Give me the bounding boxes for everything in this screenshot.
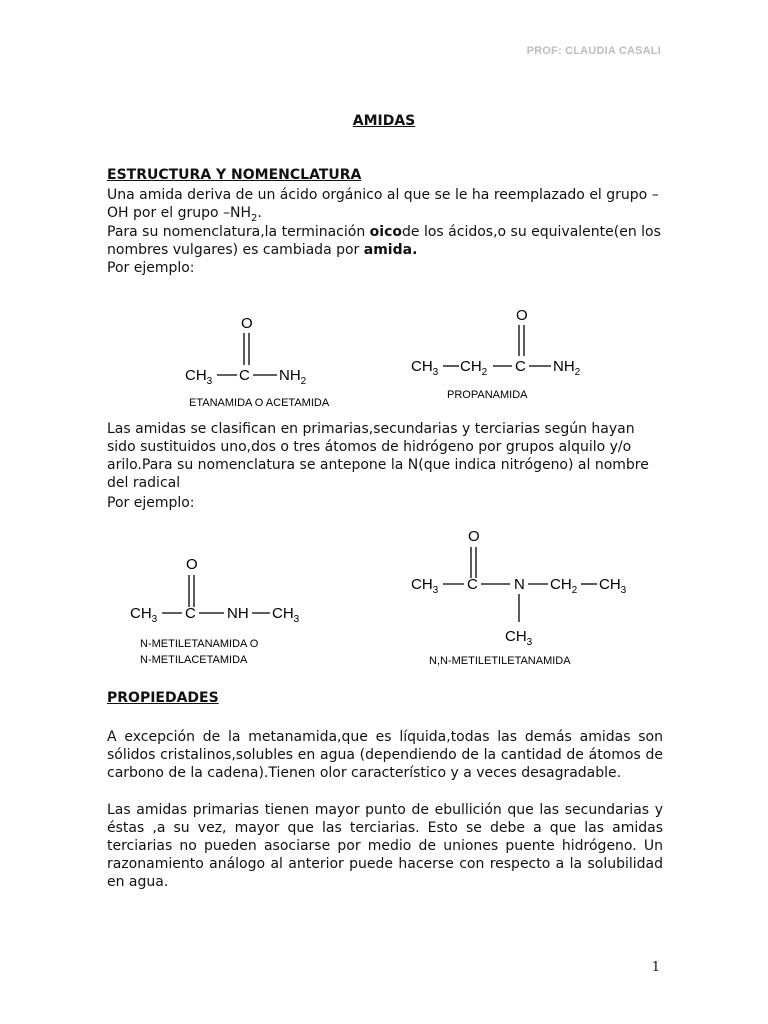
molecule-name-line2: N-METILACETAMIDA bbox=[140, 654, 248, 666]
definition-subscript: 2 bbox=[251, 212, 258, 224]
molecule-name: N,N-METILETILETANAMIDA bbox=[429, 655, 571, 667]
ch3-group: $CH_3$ bbox=[185, 367, 213, 387]
ch3-group: $CH_3$ bbox=[130, 605, 158, 625]
ch3-group: $CH_3$ bbox=[411, 576, 439, 596]
paragraph-definition bbox=[107, 186, 663, 228]
nomenclature-bold-oico: oico bbox=[369, 224, 403, 240]
oxygen-atom: O bbox=[468, 528, 480, 545]
nomenclature-bold-amida: amida. bbox=[363, 242, 418, 258]
section-heading-estructura: ESTRUCTURA Y NOMENCLATURA bbox=[107, 167, 362, 183]
author-header: PROF: CLAUDIA CASALI bbox=[526, 45, 661, 57]
oxygen-atom: O bbox=[241, 315, 253, 332]
nh-group: NH bbox=[227, 605, 249, 622]
document-title: AMIDAS bbox=[352, 113, 416, 129]
molecule-name-line1: N-METILETANAMIDA O bbox=[140, 638, 259, 650]
molecule-name: PROPANAMIDA bbox=[447, 389, 528, 401]
ch3-group-n: $CH_3$ bbox=[272, 605, 300, 625]
definition-text: Una amida deriva de un ácido orgánico al que se le ha reemplazado el grupo –OH por el grupo –NH bbox=[107, 187, 659, 221]
carbon-atom: C bbox=[185, 605, 196, 622]
molecule-name: ETANAMIDA O ACETAMIDA bbox=[189, 397, 330, 409]
paragraph-example-1: Por ejemplo: bbox=[107, 260, 195, 276]
oxygen-atom: O bbox=[516, 307, 528, 324]
paragraph-properties-2: Las amidas primarias tienen mayor punto de ebullición que las secundarias y éstas ,a su vez, mayor que las terciarias. Esto se debe a que las amidas terciarias no pueden asociarse por medio de uniones puente hidrógeno. Un razonamiento análogo al anterior puede hacerse con respecto a la solubilidad en agua. bbox=[107, 802, 663, 890]
definition-end: . bbox=[257, 205, 262, 221]
paragraph-classification: Las amidas se clasifican en primarias,secundarias y terciarias según hayan sido sustituidos uno,dos o tres átomos de hidrógeno por grupos alquilo y/o arilo.Para su nomenclatura se antepone la N(que indica nitrógeno) al nombre del radical bbox=[107, 421, 649, 491]
ch2-group: $CH_2$ bbox=[550, 576, 578, 596]
ch3-group: $CH_3$ bbox=[411, 358, 439, 378]
nn-metiletiletanamida-structure bbox=[404, 525, 644, 670]
page-number: 1 bbox=[651, 960, 660, 975]
propanamida-structure bbox=[405, 300, 605, 405]
paragraph-example-2: Por ejemplo: bbox=[107, 495, 195, 511]
etanamida-structure bbox=[175, 308, 365, 413]
nh2-group: $NH_2$ bbox=[279, 367, 307, 387]
ch2-group: $CH_2$ bbox=[460, 358, 488, 378]
carbon-atom: C bbox=[467, 576, 478, 593]
carbon-atom: C bbox=[515, 358, 526, 375]
nitrogen-atom: N bbox=[514, 576, 525, 593]
carbon-atom: C bbox=[239, 367, 250, 384]
nomenclature-text-a: Para su nomenclatura,la terminación bbox=[107, 224, 370, 240]
paragraph-properties-1: A excepción de la metanamida,que es líquida,todas las demás amidas son sólidos cristalinos,solubles en agua (dependiendo de la cantidad de átomos de carbono de la cadena).Tienen olor característico y a veces desagradable. bbox=[107, 729, 663, 781]
paragraph-nomenclature bbox=[107, 223, 663, 259]
oxygen-atom: O bbox=[186, 556, 198, 573]
ch3-group-ethyl: $CH_3$ bbox=[599, 576, 627, 596]
n-metiletanamida-structure bbox=[122, 553, 322, 668]
nh2-group: $NH_2$ bbox=[553, 358, 581, 378]
ch3-group-methyl: $CH_3$ bbox=[505, 628, 533, 648]
section-heading-propiedades: PROPIEDADES bbox=[107, 690, 219, 706]
nomenclature-text-b: de los ácidos,o su equivalente(en los nombres vulgares) es cambiada por bbox=[107, 224, 661, 258]
